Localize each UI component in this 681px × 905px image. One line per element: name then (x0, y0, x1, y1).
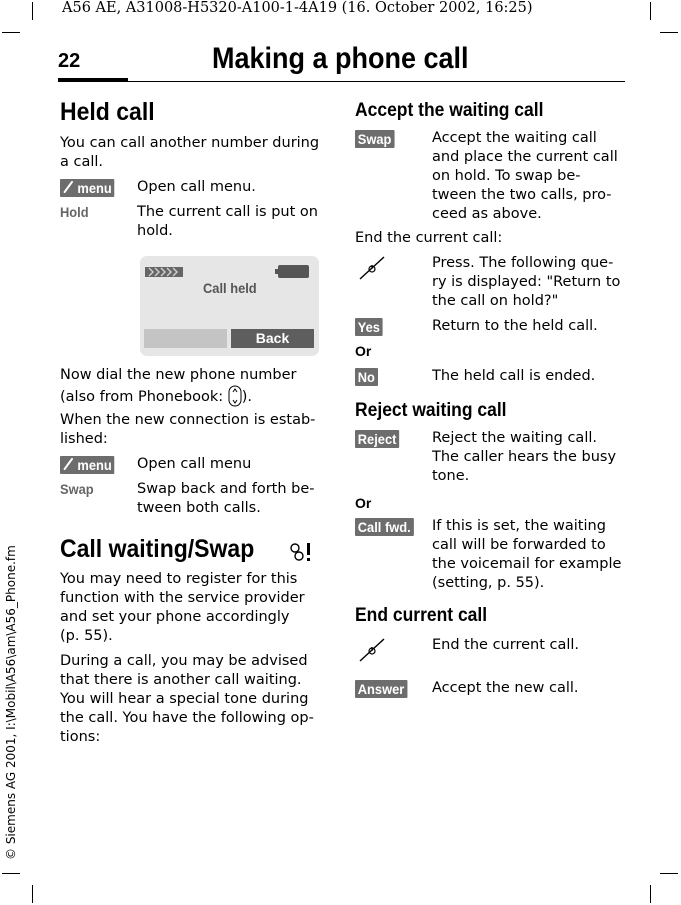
reject-softkey (355, 429, 403, 448)
side-copyright: © Siemens AG 2001, I:\Mobil\A56\am\A56_Phone.fm (4, 545, 18, 860)
held-call-title: Held call (60, 98, 155, 126)
text-line: tone. (432, 468, 470, 484)
swap-key-label: Swap (355, 130, 394, 148)
battery-icon (275, 263, 309, 282)
menu-key-text: menu (77, 457, 112, 473)
or-label: Or (355, 343, 372, 359)
phone-handset-icon (63, 179, 74, 197)
display-status: Call held (203, 280, 257, 296)
page-number-underline (58, 78, 128, 82)
text-line: (p. 55). (60, 628, 113, 644)
text-line: Press. The following que- (432, 255, 614, 271)
page-number: 22 (58, 50, 81, 72)
text-line: When the new connection is estab- (60, 412, 316, 428)
menu-key (60, 178, 119, 197)
no-key-label: No (355, 368, 378, 386)
no-softkey (355, 367, 380, 386)
menu-desc-2: Open call menu (137, 456, 252, 472)
crop-mark (2, 873, 20, 874)
call-fwd-softkey (355, 517, 419, 536)
menu-key-label (60, 456, 114, 474)
text-line: hold. (137, 223, 173, 239)
text-line: tween both calls. (137, 500, 261, 516)
text-line: a call. (60, 154, 104, 170)
hold-desc (137, 203, 318, 241)
or-label: Or (355, 495, 372, 511)
end-call-final-desc: End the current call. (432, 637, 580, 653)
call-fwd-desc (432, 517, 621, 593)
navigation-key-icon (228, 385, 242, 413)
text-line: You can call another number during (60, 135, 320, 151)
text-line: function with the service provider (60, 590, 305, 606)
header-rule (128, 81, 625, 82)
answer-softkey (355, 679, 412, 698)
text-line: the voicemail for example (432, 556, 622, 572)
reject-key-label: Reject (355, 430, 399, 448)
end-call-key-icon (357, 637, 387, 667)
crop-mark (660, 873, 678, 874)
swap-key: Swap (60, 481, 94, 497)
text-line: The caller hears the busy (432, 449, 617, 465)
reject-desc (432, 429, 616, 486)
text-line: You may need to register for this (60, 571, 298, 587)
yes-softkey (355, 317, 385, 336)
text-line: and place the current call (432, 149, 618, 165)
reject-title-wrap (355, 400, 520, 422)
softkey-left[interactable] (144, 329, 227, 348)
yes-desc: Return to the held call. (432, 318, 598, 334)
yes-key-label: Yes (355, 318, 383, 336)
text-line: the call. You have the following op- (60, 710, 314, 726)
end-current-title-wrap (355, 605, 499, 627)
no-desc: The held call is ended. (432, 368, 596, 384)
text-line: You will hear a special tone during (60, 691, 309, 707)
dial-text (60, 366, 297, 413)
swap-accept-desc (432, 129, 618, 224)
end-current-title: End current call (355, 605, 488, 626)
crop-mark (32, 2, 33, 20)
text-line (60, 385, 297, 413)
hold-key: Hold (60, 204, 89, 220)
answer-desc: Accept the new call. (432, 680, 579, 696)
call-waiting-title: Call waiting/Swap (60, 535, 255, 563)
connection-text (60, 411, 315, 449)
crop-mark (650, 885, 651, 903)
held-call-intro (60, 134, 319, 172)
text-line: ry is displayed: "Return to (432, 274, 621, 290)
call-waiting-title-wrap (60, 535, 271, 564)
text-line: the call on hold?" (432, 293, 559, 309)
accept-title: Accept the waiting call (355, 100, 544, 121)
text-line: Swap back and forth be- (137, 481, 315, 497)
text-part: ). (241, 389, 252, 405)
text-line: (setting, p. 55). (432, 575, 545, 591)
text-line: During a call, you may be advised (60, 653, 308, 669)
text-part: (also from Phonebook: (60, 389, 224, 405)
crop-mark (2, 32, 20, 33)
text-line: call will be forwarded to (432, 537, 606, 553)
end-call-key-icon (357, 255, 387, 285)
phone-display (140, 256, 319, 356)
crop-mark (660, 32, 678, 33)
text-line: ceed as above. (432, 206, 542, 222)
held-call-title-wrap (60, 98, 163, 127)
answer-key-label: Answer (355, 680, 407, 698)
crop-mark (32, 885, 33, 903)
register-text (60, 570, 305, 646)
during-call-text (60, 652, 314, 747)
menu-desc: Open call menu. (137, 179, 256, 195)
text-line: on hold. To swap be- (432, 168, 581, 184)
menu-key-label (60, 179, 114, 197)
text-line: Reject the waiting call. (432, 430, 597, 446)
text-line: and set your phone accordingly (60, 609, 290, 625)
text-line: tween the two calls, pro- (432, 187, 612, 203)
call-fwd-key-label: Call fwd. (355, 518, 413, 536)
text-line: Now dial the new phone number (60, 367, 297, 383)
text-line: that there is another call waiting. (60, 672, 302, 688)
accept-title-wrap (355, 100, 560, 122)
menu-key-text: menu (77, 180, 112, 196)
signal-strength-icon (145, 263, 183, 282)
text-line: If this is set, the waiting (432, 518, 606, 534)
menu-key-2 (60, 455, 119, 474)
softkey-back[interactable]: Back (231, 329, 314, 348)
chapter-title: Making a phone call (212, 42, 469, 75)
end-call-desc (432, 254, 620, 311)
doc-info-header: A56 AE, A31008-H5320-A100-1-4A19 (16. October 2002, 16:25) (62, 0, 533, 16)
reject-title: Reject waiting call (355, 400, 507, 421)
swap-softkey (355, 129, 398, 148)
network-service-icon (286, 541, 314, 567)
text-line: tions: (60, 729, 101, 745)
swap-desc (137, 480, 315, 518)
phone-handset-icon (63, 456, 74, 474)
end-current-label: End the current call: (355, 230, 503, 246)
text-line: Accept the waiting call (432, 130, 597, 146)
text-line: The current call is put on (137, 204, 318, 220)
text-line: lished: (60, 431, 108, 447)
